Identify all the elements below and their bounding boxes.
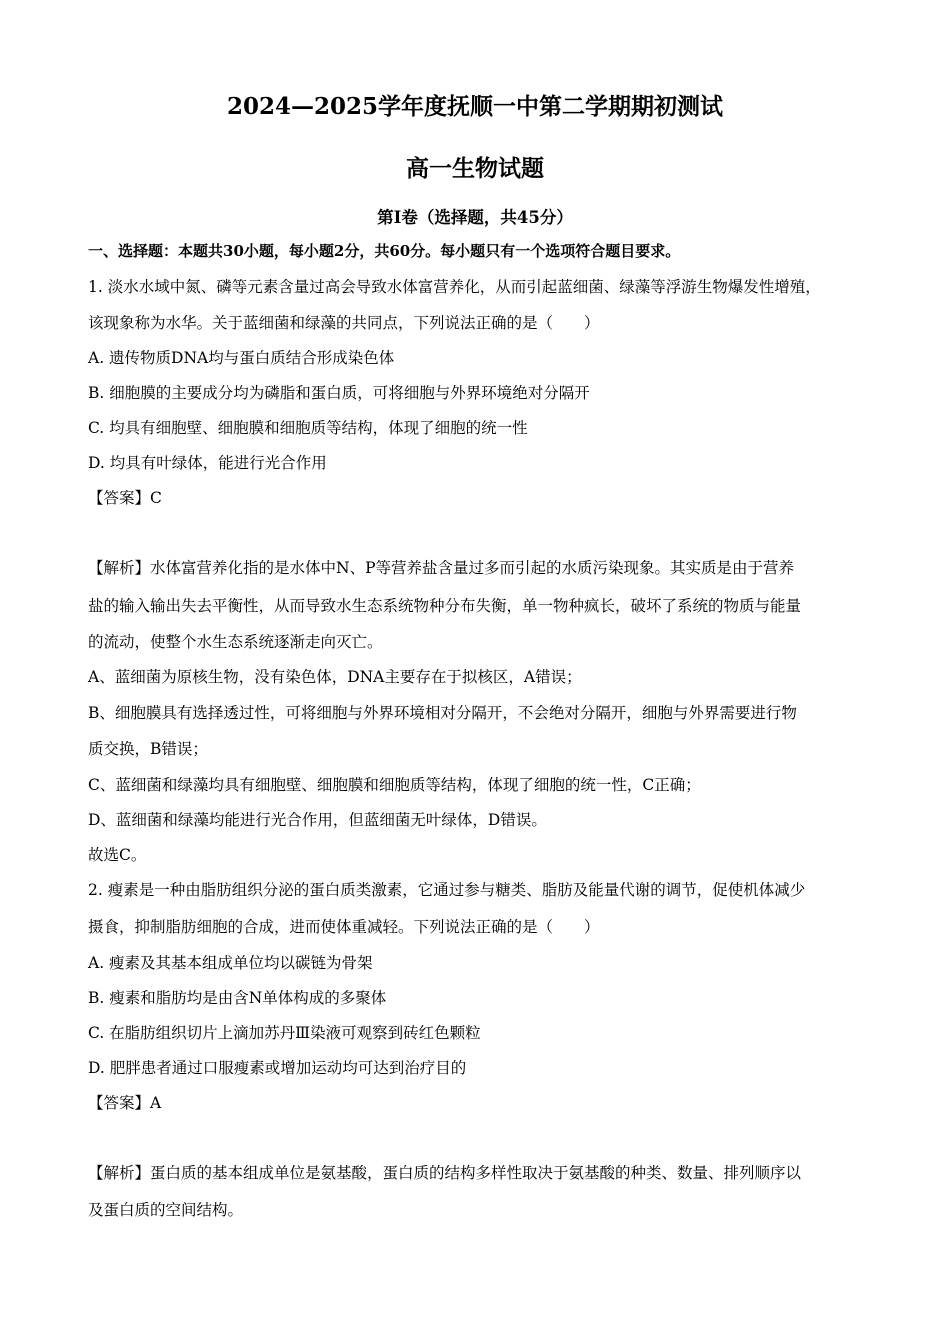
q1-explanation-line-1: 【解析】水体富营养化指的是水体中N、P等营养盐含量过多而引起的水质污染现象。其实质是由于营养 <box>88 559 794 577</box>
q1-explanation-d: D、蓝细菌和绿藻均能进行光合作用，但蓝细菌无叶绿体，D错误。 <box>88 811 547 829</box>
q1-explanation-line-2: 盐的输入输出失去平衡性，从而导致水生态系统物种分布失衡，单一物种疯长，破坏了系统的物质与能量 <box>88 597 802 615</box>
q2-option-a: A. 瘦素及其基本组成单位均以碳链为骨架 <box>88 954 373 972</box>
q1-conclusion: 故选C。 <box>88 846 147 864</box>
exam-subject: 高一生物试题 <box>406 155 544 182</box>
q1-explanation-b-line-1: B、细胞膜具有选择透过性，可将细胞与外界环境相对分隔开，不会绝对分隔开，细胞与外界需要进行物 <box>88 704 797 722</box>
q1-explanation-c: C、蓝细菌和绿藻均具有细胞壁、细胞膜和细胞质等结构，体现了细胞的统一性，C正确； <box>88 776 701 794</box>
q1-option-d: D. 均具有叶绿体，能进行光合作用 <box>88 454 327 472</box>
q1-stem-line-2: 该现象称为水华。关于蓝细菌和绿藻的共同点，下列说法正确的是（ ） <box>88 314 600 332</box>
section-instruction: 一、选择题：本题共30小题，每小题2分，共60分。每小题只有一个选项符合题目要求。 <box>88 242 681 260</box>
q2-option-d: D. 肥胖患者通过口服瘦素或增加运动均可达到治疗目的 <box>88 1059 467 1077</box>
q2-answer: 【答案】A <box>88 1094 162 1112</box>
q2-explanation-line-1: 【解析】蛋白质的基本组成单位是氨基酸，蛋白质的结构多样性取决于氨基酸的种类、数量、排列顺序以 <box>88 1164 802 1182</box>
q2-explanation-line-2: 及蛋白质的空间结构。 <box>88 1201 244 1219</box>
exam-title: 2024—2025学年度抚顺一中第二学期期初测试 <box>226 93 724 120</box>
q2-stem-line-2: 摄食，抑制脂肪细胞的合成，进而使体重减轻。下列说法正确的是（ ） <box>88 918 600 936</box>
q1-answer: 【答案】C <box>88 489 162 507</box>
q2-option-b: B. 瘦素和脂肪均是由含N单体构成的多聚体 <box>88 989 387 1007</box>
q1-explanation-line-3: 的流动，使整个水生态系统逐渐走向灭亡。 <box>88 633 383 651</box>
q2-option-c: C. 在脂肪组织切片上滴加苏丹Ⅲ染液可观察到砖红色颗粒 <box>88 1024 481 1042</box>
volume-heading: 第Ⅰ卷（选择题，共45分） <box>377 208 573 227</box>
q2-stem-line-1: 2. 瘦素是一种由脂肪组织分泌的蛋白质类激素，它通过参与糖类、脂肪及能量代谢的调节，促使机体减少 <box>88 881 806 899</box>
q1-option-c: C. 均具有细胞壁、细胞膜和细胞质等结构，体现了细胞的统一性 <box>88 419 528 437</box>
q1-explanation-b-line-2: 质交换，B错误； <box>88 740 208 758</box>
q1-explanation-a: A、蓝细菌为原核生物，没有染色体，DNA主要存在于拟核区，A错误； <box>88 668 582 686</box>
q1-option-a: A. 遗传物质DNA均与蛋白质结合形成染色体 <box>88 349 395 367</box>
q1-option-b: B. 细胞膜的主要成分均为磷脂和蛋白质，可将细胞与外界环境绝对分隔开 <box>88 384 590 402</box>
q1-stem-line-1: 1. 淡水水域中氮、磷等元素含量过高会导致水体富营养化，从而引起蓝细菌、绿藻等浮游生物爆发性增殖， <box>88 278 821 296</box>
